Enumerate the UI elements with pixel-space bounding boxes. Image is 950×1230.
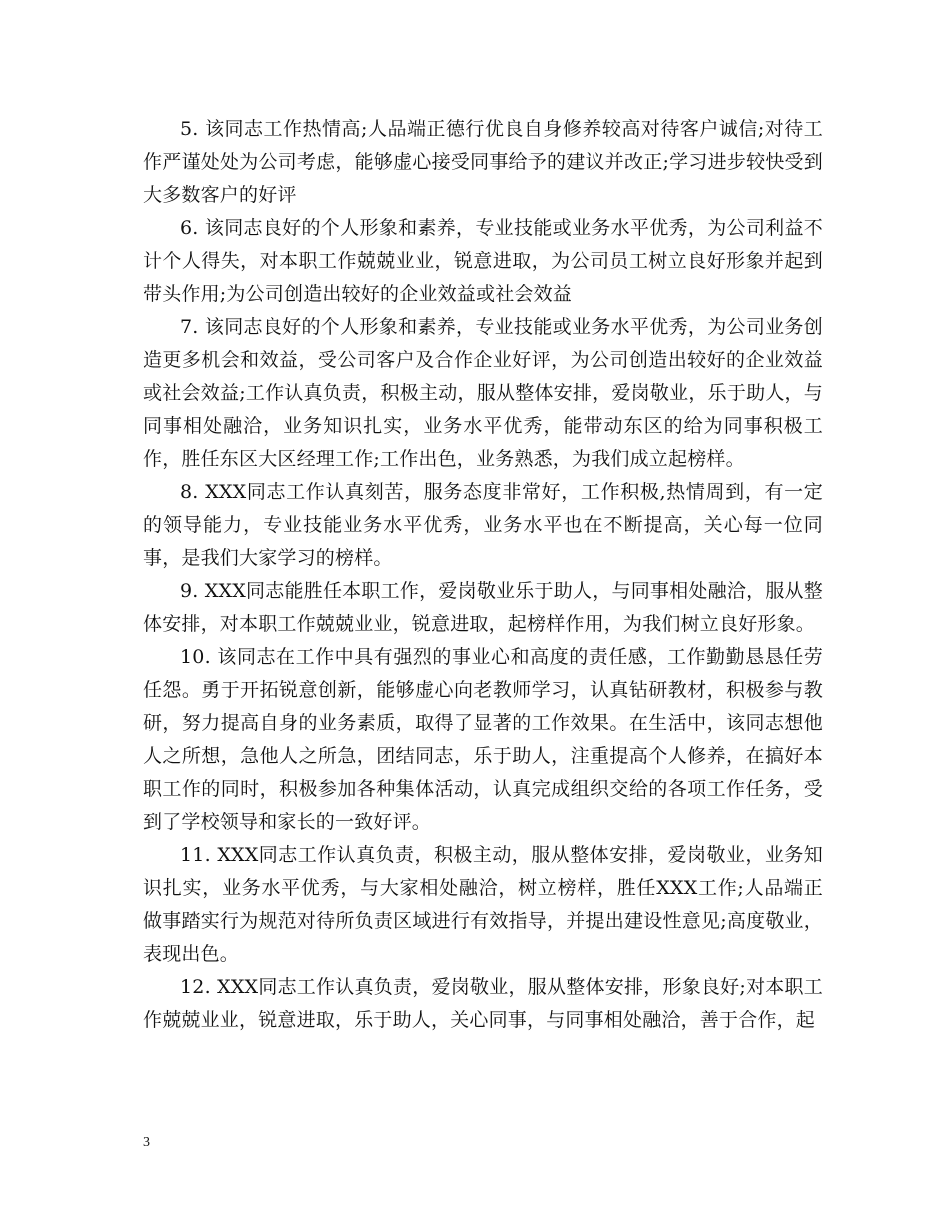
paragraph-8: 8. XXX同志工作认真刻苦，服务态度非常好，工作积极,热情周到，有一定的领导能力，专业技能业务水平优秀，业务水平也在不断提高，关心每一位同事，是我们大家学习的榜样。	[143, 481, 823, 569]
page-number: 3	[143, 1135, 150, 1150]
paragraph-5: 5. 该同志工作热情高;人品端正德行优良自身修养较高对待客户诚信;对待工作严谨处处为公司考虑，能够虚心接受同事给予的建议并改正;学习进步较快受到大多数客户的好评	[143, 118, 823, 206]
paragraph-12: 12. XXX同志工作认真负责，爱岗敬业，服从整体安排，形象良好;对本职工作兢兢业业，锐意进取，乐于助人，关心同事，与同事相处融洽，善于合作，起	[143, 976, 823, 1031]
paragraph-10: 10. 该同志在工作中具有强烈的事业心和高度的责任感，工作勤勤恳恳任劳任怨。勇于开拓锐意创新，能够虚心向老教师学习，认真钻研教材，积极参与教研，努力提高自身的业务素质，取得了显著的工作效果。在生活中，该同志想他人之所想，急他人之所急，团结同志，乐于助人，注重提高个人修养，在搞好本职工作的同时，积极参加各种集体活动，认真完成组织交给的各项工作任务，受到了学校领导和家长的一致好评。	[143, 646, 823, 833]
paragraph-6: 6. 该同志良好的个人形象和素养，专业技能或业务水平优秀，为公司利益不计个人得失，对本职工作兢兢业业，锐意进取，为公司员工树立良好形象并起到带头作用;为公司创造出较好的企业效益或社会效益	[143, 217, 823, 305]
paragraph-9: 9. XXX同志能胜任本职工作，爱岗敬业乐于助人，与同事相处融洽，服从整体安排，对本职工作兢兢业业，锐意进取，起榜样作用，为我们树立良好形象。	[143, 580, 823, 635]
paragraph-7: 7. 该同志良好的个人形象和素养，专业技能或业务水平优秀，为公司业务创造更多机会和效益，受公司客户及合作企业好评，为公司创造出较好的企业效益或社会效益;工作认真负责，积极主动，服从整体安排，爱岗敬业，乐于助人，与同事相处融洽，业务知识扎实，业务水平优秀，能带动东区的给为同事积极工作，胜任东区大区经理工作;工作出色，业务熟悉，为我们成立起榜样。	[143, 316, 823, 470]
paragraph-11: 11. XXX同志工作认真负责，积极主动，服从整体安排，爱岗敬业，业务知识扎实，业务水平优秀，与大家相处融洽，树立榜样，胜任XXX工作;人品端正做事踏实行为规范对待所负责区域进行有效指导，并提出建设性意见;高度敬业，表现出色。	[143, 844, 823, 965]
document-body	[143, 113, 823, 1037]
